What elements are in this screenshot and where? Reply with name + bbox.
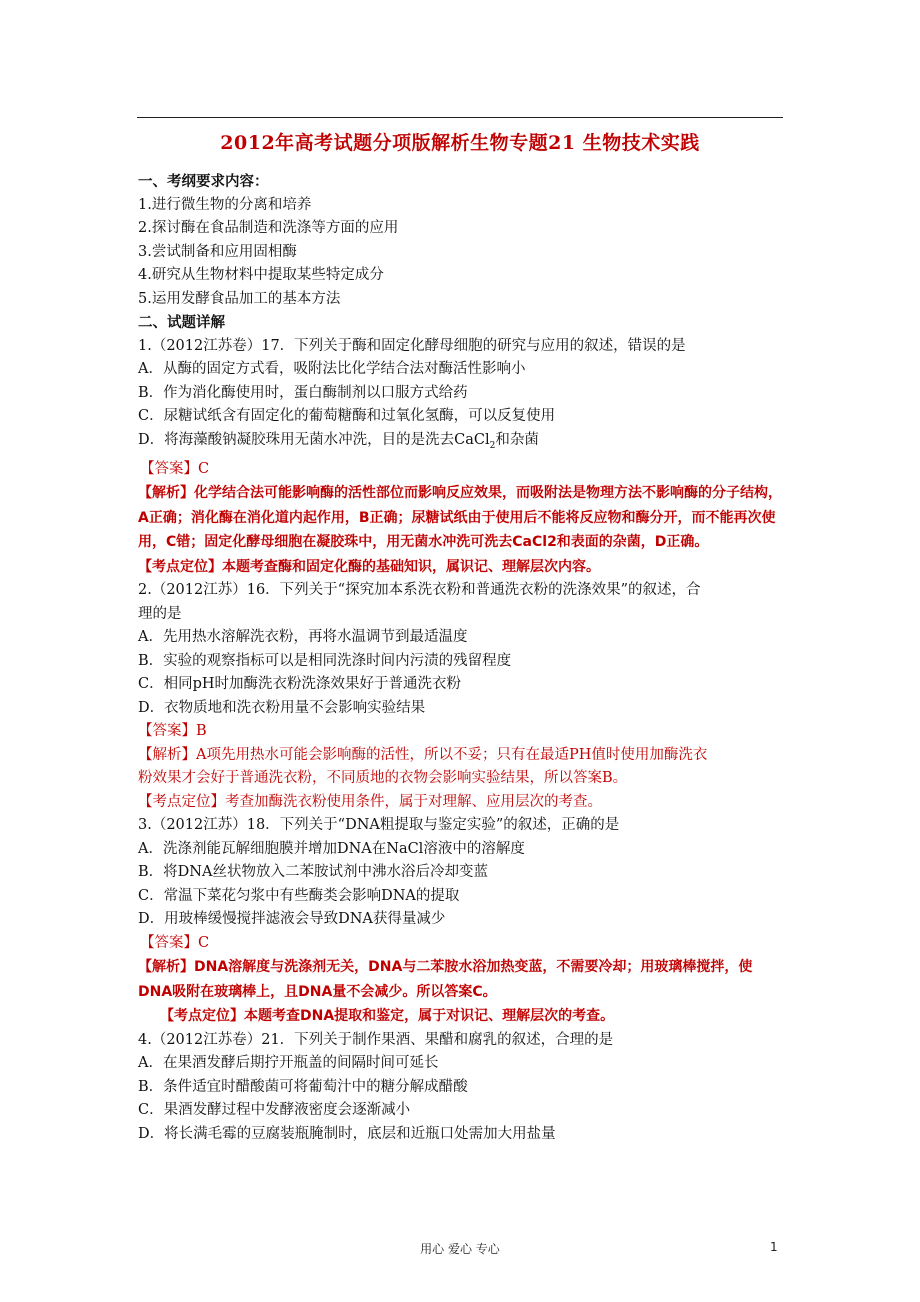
question-stem: 4.（2012江苏卷）21．下列关于制作果酒、果醋和腐乳的叙述，合理的是 <box>138 1031 614 1048</box>
question-option: C．相同pH时加酶洗衣粉洗涤效果好于普通洗衣粉 <box>138 676 462 693</box>
question-option: B．条件适宜时醋酸菌可将葡萄汁中的糖分解成醋酸 <box>138 1078 468 1095</box>
analysis-paragraph: 【解析】DNA溶解度与洗涤剂无关，DNA与二苯胺水浴加热变蓝，不需要冷却；用玻璃棒搅拌，使DNA吸附在玻璃棒上，且DNA量不会减少。所以答案C。 <box>138 959 753 1000</box>
point-line: 【考点定位】本题考查DNA提取和鉴定，属于对识记、理解层次的考查。 <box>160 1008 615 1025</box>
document-body <box>138 170 788 1146</box>
outline-item: 4.研究从生物材料中提取某些特定成分 <box>138 267 384 283</box>
outline-item: 1.进行微生物的分离和培养 <box>138 196 312 213</box>
question-option: C．果酒发酵过程中发酵液密度会逐渐减小 <box>138 1102 411 1119</box>
analysis-paragraph: 【解析】化学结合法可能影响酶的活性部位而影响反应效果，而吸附法是物理方法不影响酶的分子结构，A正确；消化酶在消化道内起作用，B正确；尿糖试纸由于使用后不能将反应物和酶分开，而不能再次使用，C错；固定化酵母细胞在凝胶珠中，用无菌水冲洗可洗去CaCl2和表面的杂菌，D正确。 <box>138 485 782 551</box>
question-option: C．尿糖试纸含有固定化的葡萄糖酶和过氧化氢酶，可以反复使用 <box>138 408 556 424</box>
point-line: 【考点定位】本题考查酶和固定化酶的基础知识，属识记、理解层次内容。 <box>138 558 600 575</box>
question-option: D．将长满毛霉的豆腐装瓶腌制时，底层和近瓶口处需加大用盐量 <box>138 1125 556 1142</box>
question-option: D．用玻棒缓慢搅拌滤液会导致DNA获得量减少 <box>138 911 446 928</box>
question-stem: 2.（2012江苏）16．下列关于“探究加本系洗衣粉和普通洗衣粉的洗涤效果”的叙述，合 <box>138 582 701 599</box>
point-line: 【考点定位】考查加酶洗衣粉使用条件，属于对理解、应用层次的考查。 <box>138 793 602 810</box>
question-stem: 1.（2012江苏卷）17．下列关于酶和固定化酵母细胞的研究与应用的叙述，错误的是 <box>138 337 686 354</box>
question-option: B．作为消化酶使用时，蛋白酶制剂以口服方式给药 <box>138 384 468 401</box>
question-option: A．先用热水溶解洗衣粉，再将水温调节到最适温度 <box>138 629 468 646</box>
question-option: A．从酶的固定方式看，吸附法比化学结合法对酶活性影响小 <box>138 361 526 377</box>
question-option: A．在果酒发酵后期拧开瓶盖的间隔时间可延长 <box>138 1055 439 1072</box>
question-option: D．将海藻酸钠凝胶珠用无菌水冲洗，目的是洗去CaCl$_2$和杂菌 <box>138 431 539 451</box>
page-title: 2012年高考试题分项版解析生物专题21 生物技术实践 <box>220 132 700 154</box>
answer-line: 【答案】B <box>138 723 207 740</box>
page-number: 1 <box>770 1240 778 1254</box>
outline-item: 2.探讨酶在食品制造和洗涤等方面的应用 <box>138 220 399 236</box>
analysis-line: 【解析】A项先用热水可能会影响酶的活性，所以不妥；只有在最适PH值时使用加酶洗衣 <box>138 746 708 763</box>
footer-motto: 用心 爱心 专心 <box>420 1242 500 1256</box>
question-option: C．常温下菜花匀浆中有些酶类会影响DNA的提取 <box>138 887 460 904</box>
question-stem: 3.（2012江苏）18．下列关于“DNA粗提取与鉴定实验”的叙述，正确的是 <box>138 817 620 834</box>
question-option: B．将DNA丝状物放入二苯胺试剂中沸水浴后冷却变蓝 <box>138 864 488 881</box>
question-stem: 理的是 <box>138 605 182 622</box>
header-rule <box>137 117 783 118</box>
question-option: B．实验的观察指标可以是相同洗涤时间内污渍的残留程度 <box>138 652 512 669</box>
analysis-line: 粉效果才会好于普通洗衣粉，不同质地的衣物会影响实验结果，所以答案B。 <box>138 770 628 787</box>
section-heading: 一、考纲要求内容： <box>138 173 269 190</box>
outline-item: 5.运用发酵食品加工的基本方法 <box>138 290 341 307</box>
answer-line: 【答案】C <box>140 460 210 477</box>
section-heading: 二、试题详解 <box>138 314 225 331</box>
outline-item: 3.尝试制备和应用固相酶 <box>138 243 297 260</box>
answer-line: 【答案】C <box>140 934 210 951</box>
question-option: D．衣物质地和洗衣粉用量不会影响实验结果 <box>138 699 426 716</box>
question-option: A．洗涤剂能瓦解细胞膜并增加DNA在NaCl溶液中的溶解度 <box>138 840 525 857</box>
